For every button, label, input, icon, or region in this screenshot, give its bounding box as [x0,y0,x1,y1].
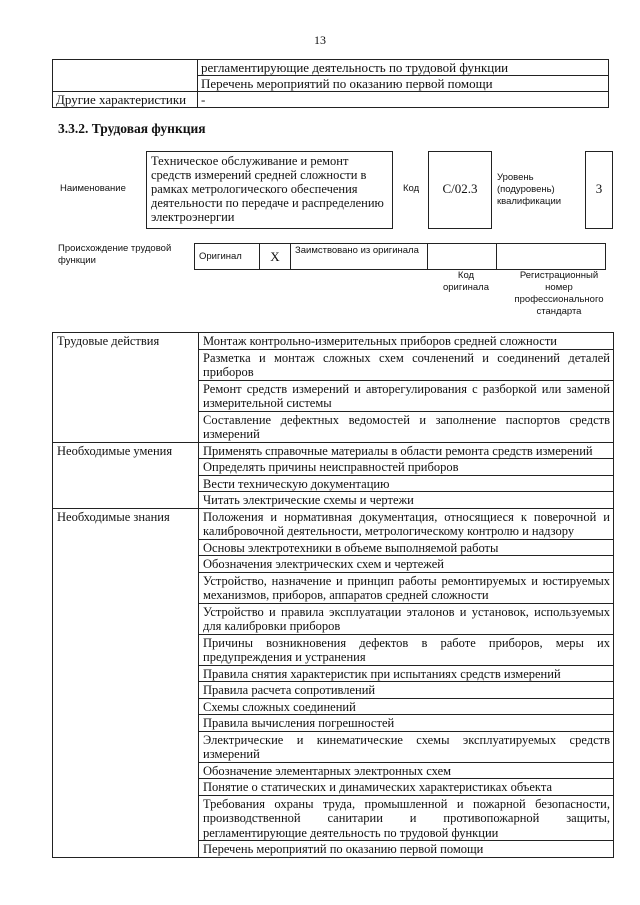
item-cell: Читать электрические схемы и чертежи [199,492,614,509]
item-cell: Перечень мероприятий по оказанию первой помощи [199,841,614,858]
section-title: 3.3.2. Трудовая функция [58,121,206,136]
reg-cell [497,244,606,270]
item-cell: Применять справочные материалы в области ремонта средств измерений [199,442,614,459]
item-cell: Устройство и правила эксплуатации эталонов и установок, используемых для калибровки приборов [199,603,614,634]
row-value: Перечень мероприятий по оказанию первой помощи [198,76,609,92]
function-code: С/02.3 [428,151,492,229]
category-cell: Необходимые умения [53,442,199,508]
item-cell: Составление дефектных ведомостей и заполнение паспортов средств измерений [199,411,614,442]
code-caption: Код оригинала [442,270,489,293]
origin-label: Происхождение трудовой функции [58,243,172,266]
table-row [53,76,609,92]
row-label [53,76,198,92]
code-label: Код [403,183,420,194]
table-row [195,244,606,270]
item-cell: Устройство, назначение и принцип работы ремонтируемых и юстируемых механизмов, приборов, аппаратов средней сложности [199,572,614,603]
main-table [52,332,614,858]
code-cell [428,244,497,270]
item-cell: Причины возникновения дефектов в работе приборов, меры их предупреждения и устранения [199,634,614,665]
item-cell: Схемы сложных соединений [199,698,614,715]
original-mark: X [260,244,291,270]
continuation-table [52,59,609,108]
item-cell: Монтаж контрольно-измерительных приборов средней сложности [199,333,614,350]
row-label: Другие характеристики [53,92,198,108]
reg-caption: Регистрационный номер профессионального стандарта [514,270,604,317]
page-number: 13 [314,33,326,47]
item-cell: Понятие о статических и динамических характеристиках объекта [199,779,614,796]
origin-table [194,243,606,270]
table-row [53,333,614,350]
row-value: регламентирующие деятельность по трудовой функции [198,60,609,76]
item-cell: Требования охраны труда, промышленной и пожарной безопасности, производственной санитарии и противопожарной защиты, регламентирующие деятельность по трудовой функции [199,795,614,841]
category-cell: Трудовые действия [53,333,199,443]
qualification-level: 3 [585,151,613,229]
level-label: Уровень (подуровень) квалификации [497,172,562,207]
item-cell: Разметка и монтаж сложных схем сочленений и соединений деталей приборов [199,349,614,380]
table-row [53,60,609,76]
item-cell: Электрические и кинематические схемы эксплуатируемых средств измерений [199,731,614,762]
item-cell: Основы электротехники в объеме выполняемой работы [199,539,614,556]
original-label: Оригинал [195,244,260,270]
item-cell: Обозначения электрических схем и чертежей [199,556,614,573]
main-table-body [53,333,614,858]
category-cell: Необходимые знания [53,508,199,857]
borrowed-label: Заимствовано из оригинала [291,244,428,270]
item-cell: Правила вычисления погрешностей [199,715,614,732]
row-label [53,60,198,76]
name-label: Наименование [60,183,126,194]
item-cell: Определять причины неисправностей приборов [199,459,614,476]
item-cell: Правила расчета сопротивлений [199,682,614,699]
item-cell: Правила снятия характеристик при испытаниях средств измерений [199,665,614,682]
item-cell: Положения и нормативная документация, относящиеся к поверочной и калибровочной деятельности, метрологическому контролю и надзору [199,508,614,539]
item-cell: Обозначение элементарных электронных схем [199,762,614,779]
table-row [53,442,614,459]
table-row [53,508,614,539]
item-cell: Вести техническую документацию [199,475,614,492]
item-cell: Ремонт средств измерений и авторегулирования с разборкой или заменой измерительной системы [199,380,614,411]
row-value: - [198,92,609,108]
table-row [53,92,609,108]
function-name: Техническое обслуживание и ремонт средств измерений средней сложности в рамках метрологического обеспечения деятельности по передаче и распределению электроэнергии [146,151,393,229]
